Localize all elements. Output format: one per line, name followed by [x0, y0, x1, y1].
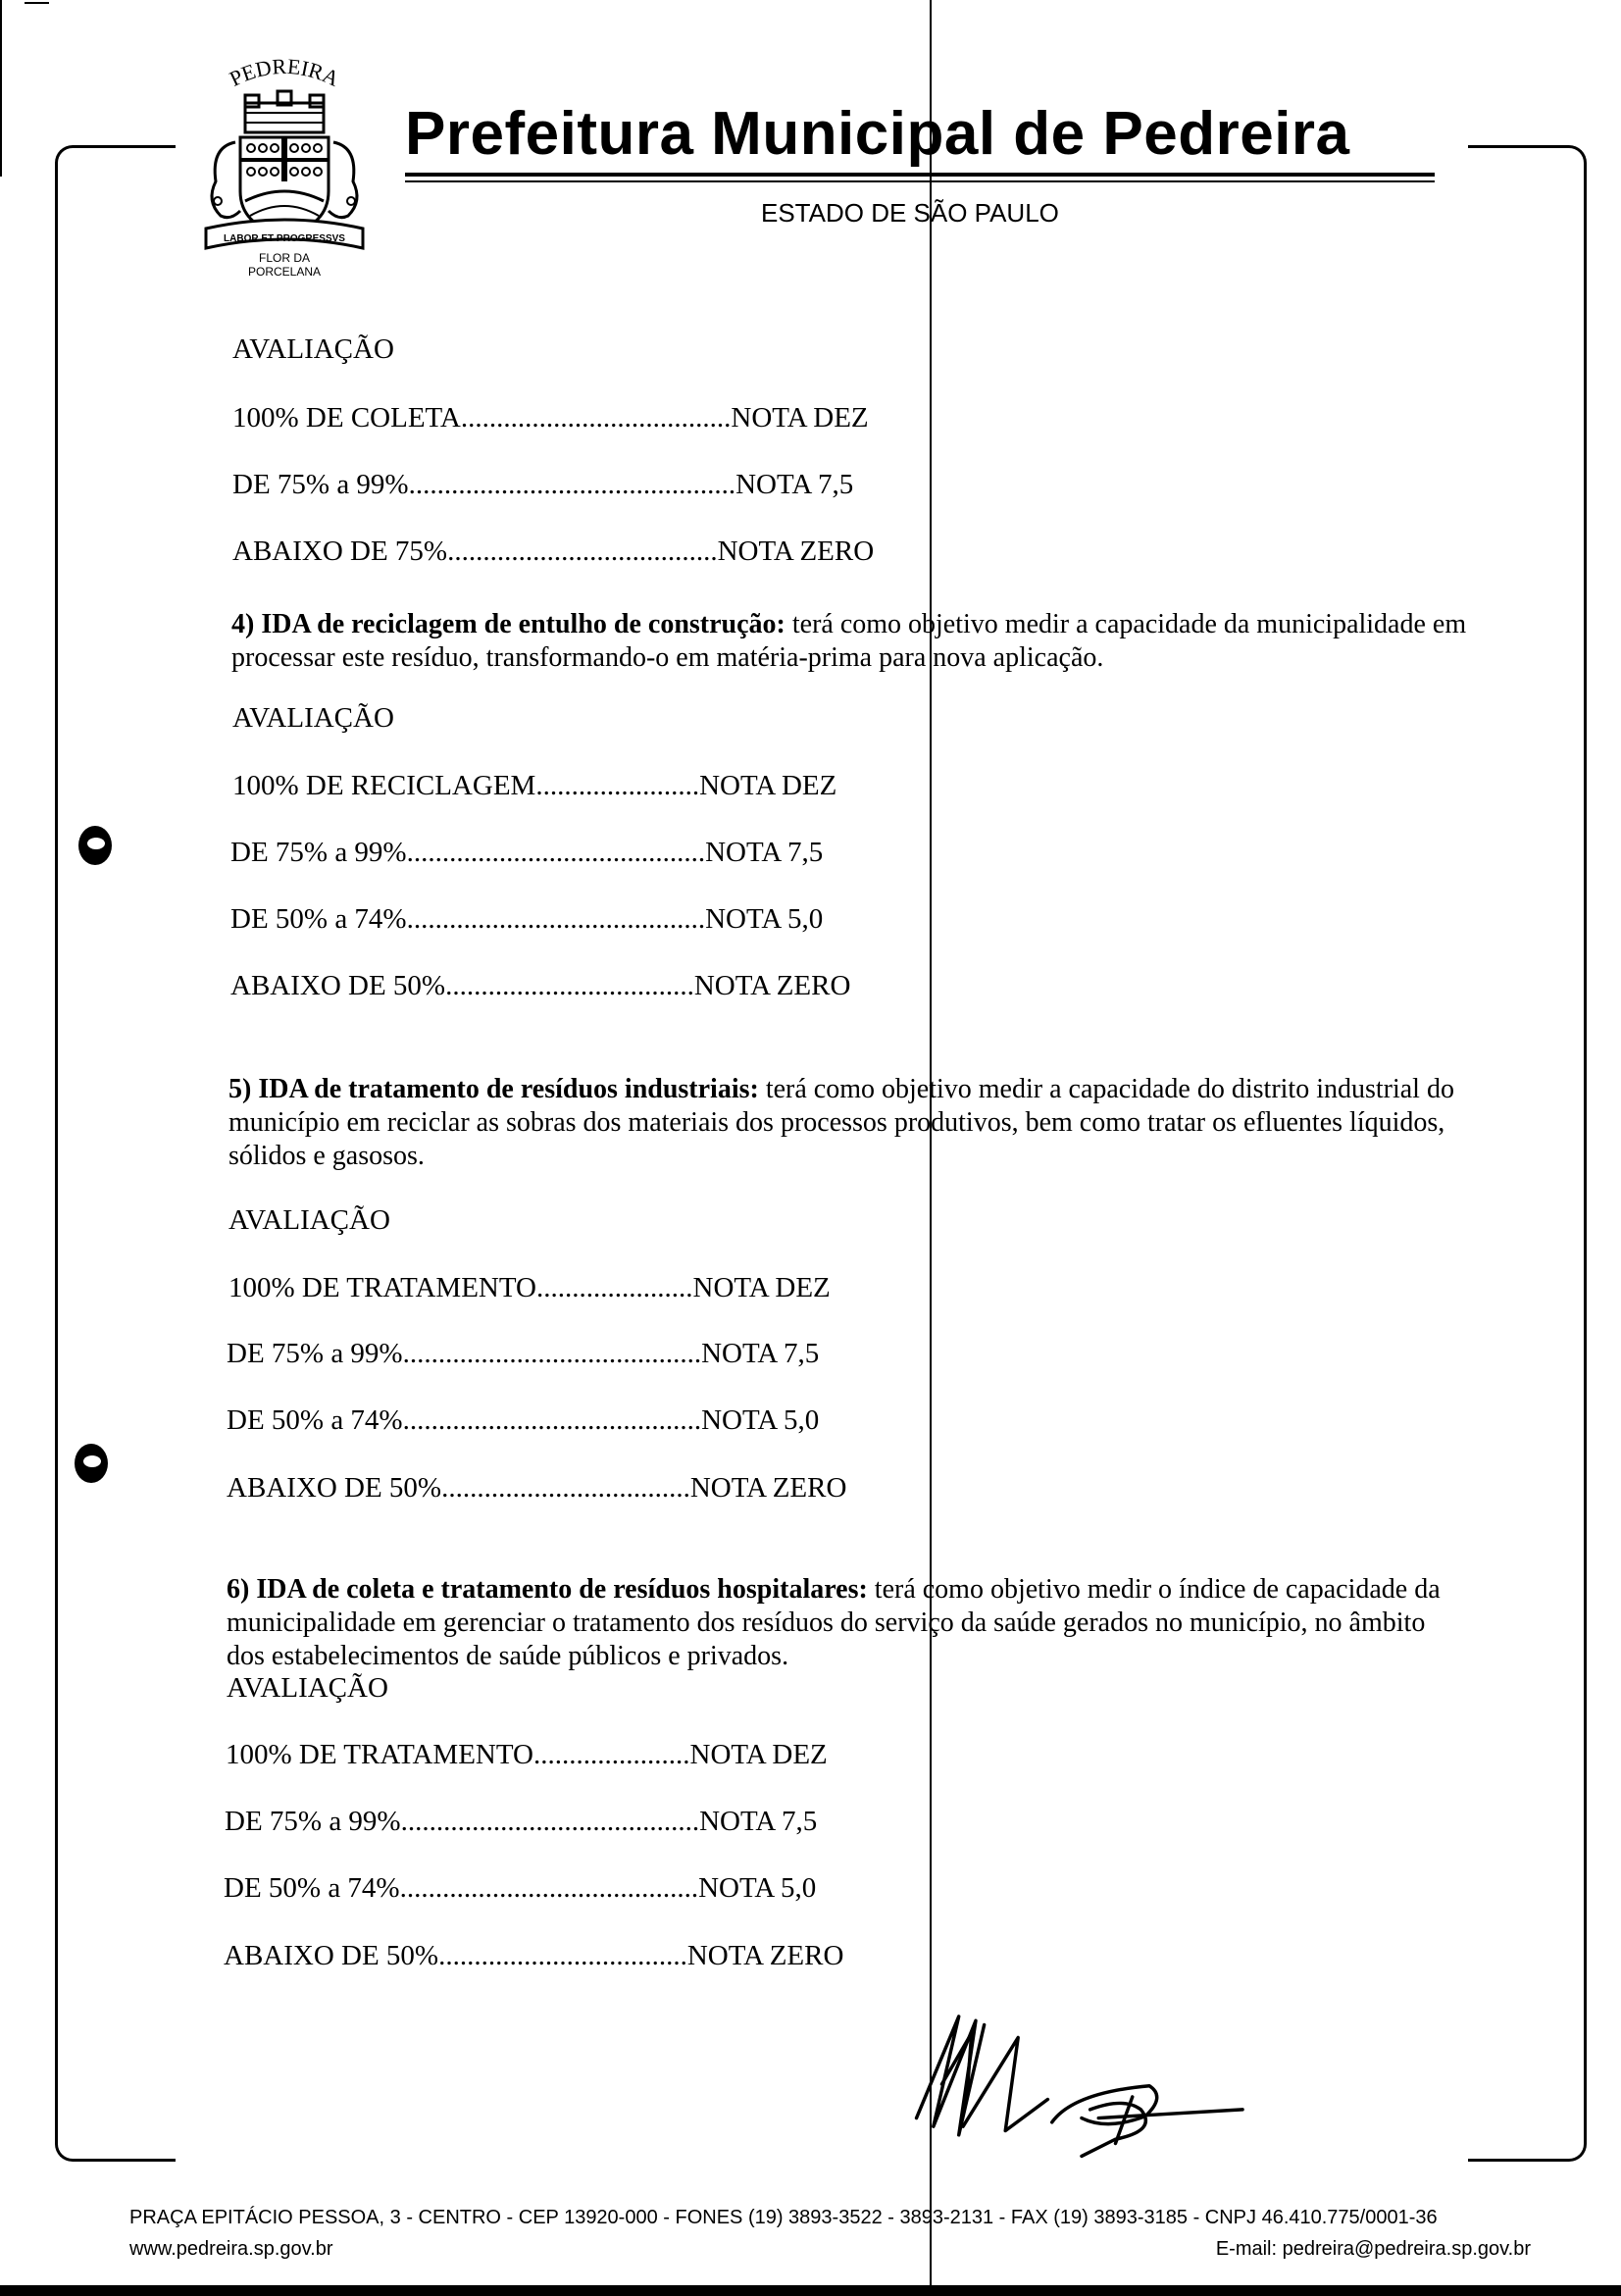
- grade-row: [232, 402, 869, 434]
- grade-criteria: 100% DE TRATAMENTO: [226, 1739, 533, 1770]
- evaluation-heading: AVALIAÇÃO: [232, 702, 394, 734]
- grade-value: NOTA 5,0: [705, 903, 824, 935]
- handwritten-signature: [863, 1991, 1275, 2177]
- grade-value: NOTA 5,0: [701, 1404, 820, 1436]
- emblem-motto: LABOR ET PROGRESSVS: [224, 233, 345, 244]
- grade-criteria: ABAIXO DE 50%: [224, 1940, 439, 1971]
- dot-leader: ..............................................: [408, 469, 736, 500]
- hole-punch-mark: [78, 826, 112, 865]
- grade-value: NOTA DEZ: [699, 770, 837, 801]
- organization-title: Prefeitura Municipal de Pedreira: [405, 100, 1350, 168]
- grade-criteria: DE 50% a 74%: [224, 1872, 400, 1904]
- section-5-description: terá como objetivo medir a capacidade do distrito industrial do município em reciclar as sobras dos materiais dos processos produtivos, bem como tratar os efluentes líquidos, sólidos e gasosos.: [228, 1074, 1454, 1171]
- dot-leader: ......................: [533, 1739, 690, 1770]
- grade-criteria: ABAIXO DE 50%: [227, 1472, 442, 1504]
- dot-leader: ...................................: [438, 1940, 687, 1971]
- grade-row: [227, 1404, 819, 1437]
- grade-value: NOTA 7,5: [735, 469, 854, 500]
- organization-state: ESTADO DE SÃO PAULO: [761, 198, 1059, 228]
- page-frame-right: [1468, 145, 1587, 2162]
- grade-row: [230, 903, 823, 936]
- dot-leader: ......................................: [447, 536, 718, 567]
- grade-criteria: DE 50% a 74%: [230, 903, 407, 935]
- grade-row: [230, 837, 823, 869]
- grade-value: NOTA DEZ: [692, 1272, 831, 1303]
- grade-criteria: 100% DE COLETA: [232, 402, 461, 434]
- dot-leader: .......................: [535, 770, 700, 801]
- evaluation-heading: AVALIAÇÃO: [232, 333, 394, 365]
- emblem-subtitle-2: PORCELANA: [247, 265, 322, 279]
- grade-criteria: DE 75% a 99%: [230, 837, 407, 868]
- grade-criteria: DE 75% a 99%: [225, 1806, 401, 1837]
- scan-edge-artifact: [0, 0, 2, 177]
- grade-value: NOTA 7,5: [701, 1338, 820, 1369]
- grade-criteria: 100% DE RECICLAGEM: [232, 770, 536, 801]
- grade-criteria: 100% DE TRATAMENTO: [228, 1272, 536, 1303]
- grade-value: NOTA ZERO: [717, 536, 875, 567]
- scan-bottom-edge: [0, 2285, 1621, 2296]
- grade-row: [224, 1940, 843, 1972]
- section-6-description: terá como objetivo medir o índice de capacidade da municipalidade em gerenciar o tratamento dos resíduos do serviço da saúde gerados no município, no âmbito dos estabelecimentos de saúde públicos e privados.: [227, 1574, 1441, 1671]
- section-4-description: terá como objetivo medir a capacidade da municipalidade em processar este resíduo, transformando-o em matéria-prima para nova aplicação.: [231, 609, 1467, 673]
- grade-value: NOTA ZERO: [686, 1940, 844, 1971]
- section-5-title: IDA de tratamento de resíduos industriais:: [258, 1074, 759, 1104]
- evaluation-heading: AVALIAÇÃO: [228, 1204, 390, 1236]
- title-underline: [405, 173, 1435, 177]
- section-5-number: 5): [228, 1074, 252, 1104]
- coat-of-arms-icon: [186, 54, 382, 280]
- section-6-paragraph: [227, 1573, 1462, 1673]
- grade-value: NOTA 7,5: [705, 837, 824, 868]
- svg-text:PEDREIRA: [226, 54, 343, 91]
- emblem-subtitle-1: FLOR DA: [258, 251, 311, 265]
- grade-value: NOTA 5,0: [698, 1872, 817, 1904]
- grade-row: [232, 536, 874, 568]
- dot-leader: ......................................: [460, 402, 732, 434]
- section-4-number: 4): [231, 609, 255, 639]
- dot-leader: ......................: [536, 1272, 693, 1303]
- grade-row: [232, 469, 853, 501]
- dot-leader: ..........................................: [399, 1872, 699, 1904]
- grade-row: [224, 1872, 816, 1905]
- section-4-paragraph: [231, 608, 1467, 675]
- section-6-title: IDA de coleta e tratamento de resíduos hospitalares:: [256, 1574, 868, 1605]
- grade-row: [232, 770, 836, 802]
- scan-edge-artifact: [25, 2, 49, 4]
- grade-row: [226, 1739, 828, 1771]
- grade-row: [228, 1272, 831, 1304]
- grade-value: NOTA DEZ: [731, 402, 869, 434]
- grade-value: NOTA 7,5: [699, 1806, 818, 1837]
- page-frame-left: [55, 145, 176, 2162]
- grade-row: [225, 1806, 817, 1838]
- grade-criteria: DE 75% a 99%: [232, 469, 409, 500]
- grade-criteria: DE 50% a 74%: [227, 1404, 403, 1436]
- dot-leader: ..........................................: [402, 1404, 702, 1436]
- grade-row: [227, 1472, 846, 1505]
- grade-value: NOTA DEZ: [689, 1739, 828, 1770]
- grade-value: NOTA ZERO: [693, 970, 851, 1001]
- evaluation-heading: AVALIAÇÃO: [227, 1672, 388, 1704]
- footer-address: PRAÇA EPITÁCIO PESSOA, 3 - CENTRO - CEP 13920-000 - FONES (19) 3893-3522 - 3893-2131 - FAX (19) 3893-3185 - CNPJ 46.410.775/0001-36: [129, 2207, 1438, 2228]
- dot-leader: ...................................: [445, 970, 694, 1001]
- dot-leader: ..........................................: [402, 1338, 702, 1369]
- grade-criteria: ABAIXO DE 75%: [232, 536, 448, 567]
- title-underline-thin: [405, 180, 1435, 182]
- section-4-title: IDA de reciclagem de entulho de construção:: [261, 609, 785, 639]
- grade-row: [230, 970, 850, 1002]
- emblem-top-text: PEDREIRA: [225, 54, 343, 91]
- section-6-number: 6): [227, 1574, 250, 1605]
- footer-website-link[interactable]: www.pedreira.sp.gov.br: [129, 2238, 333, 2260]
- section-5-paragraph: [228, 1073, 1464, 1173]
- dot-leader: ...................................: [441, 1472, 690, 1504]
- grade-value: NOTA ZERO: [689, 1472, 847, 1504]
- grade-criteria: DE 75% a 99%: [227, 1338, 403, 1369]
- dot-leader: ..........................................: [406, 837, 706, 868]
- hole-punch-mark: [75, 1444, 108, 1483]
- grade-criteria: ABAIXO DE 50%: [230, 970, 446, 1001]
- dot-leader: ..........................................: [400, 1806, 700, 1837]
- dot-leader: ..........................................: [406, 903, 706, 935]
- footer-email-link[interactable]: E-mail: pedreira@pedreira.sp.gov.br: [1215, 2238, 1531, 2260]
- grade-row: [227, 1338, 819, 1370]
